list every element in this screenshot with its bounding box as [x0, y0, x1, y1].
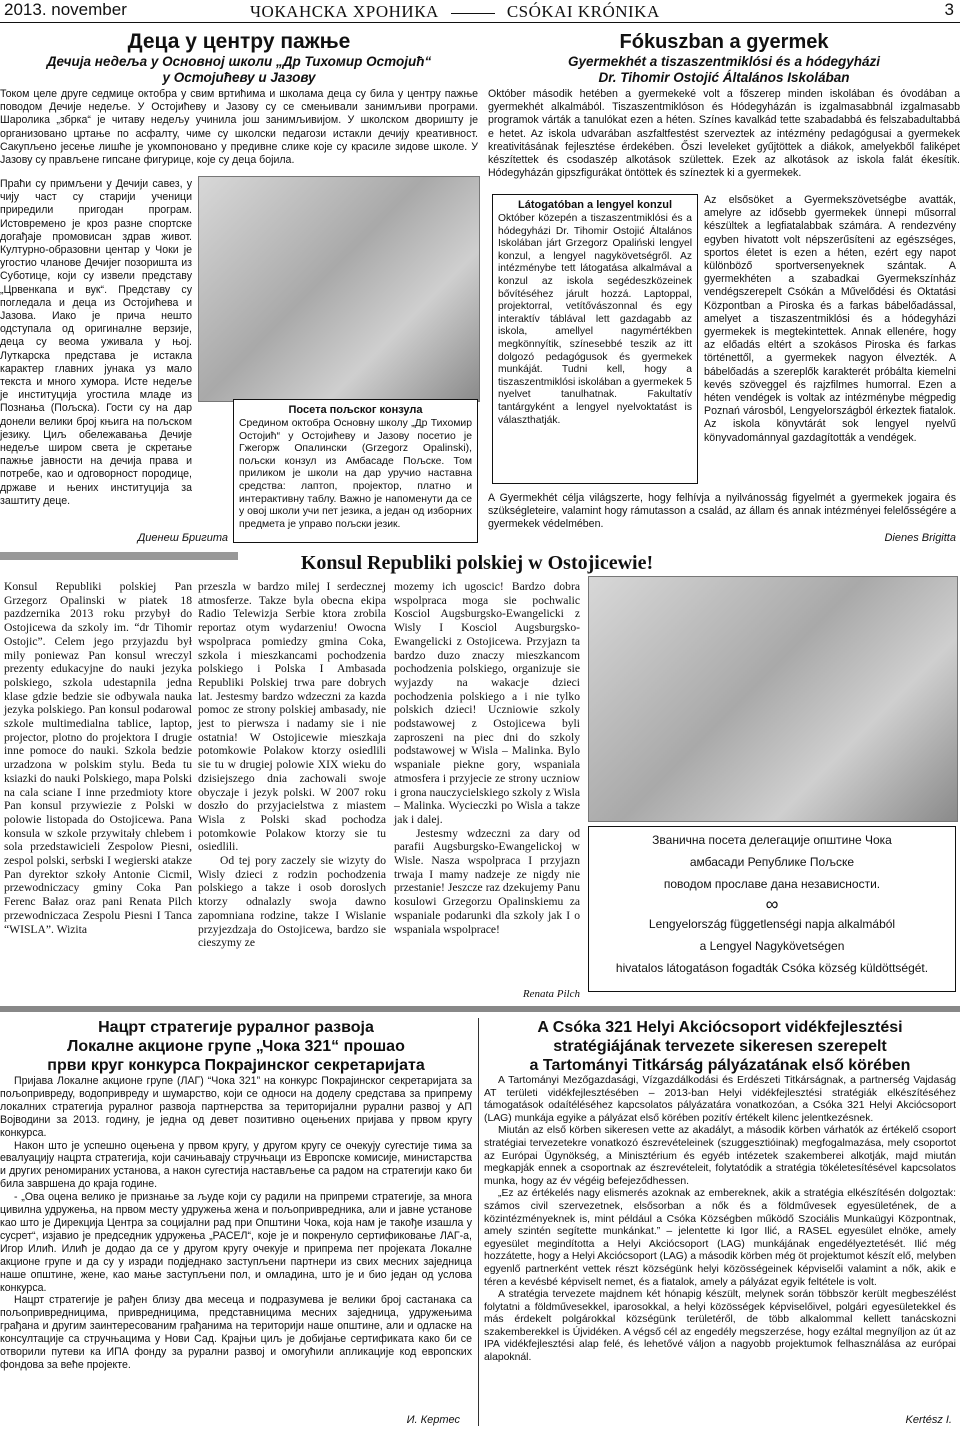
article-signature: Диенеш Бригита	[137, 532, 228, 544]
caption-line: hivatalos látogatáson fogadták Csóka község küldöttségét.	[615, 961, 929, 975]
article-conclusion: A Gyermekhét célja világszerte, hogy felhívja a nyilvánosság figyelmét a gyermekek jogaira és szükségleteire, valamint hogy rámutasson a család, az állam és annak intézményei felelősségére a gyermekek védelmében.	[488, 492, 956, 531]
article-subtitle: Gyermekhét a tiszaszentmiklósi és a hódegyházi	[567, 54, 881, 69]
polish-column-2	[198, 580, 386, 1000]
caption-line: амбасади Републике Пољске	[689, 855, 855, 869]
article-subtitle: Дечија недеља у Основној школи „Др Тихомир Остојић“	[46, 54, 432, 69]
article-body-column: Праћи су примљени у Дечији савез, у чију част су старији ученици приредили пригодан програм. Истовремено је кроз разне спортске догађаје промовисан здрав живот. Културно-образовни центар у Чоки је угостио чланове Дечијег позоришта из Суботице, који су извели представу „Црвенкапа и вук“. Представу су погледала и деца из Остојићева и Јазова. Иако је прича нешто одступала од оригиналне верзије, деца су веома уживала у њој. Луткарска представа је истакла карактер главних јунака уз мало текста и много хумора. Исте недеље је институција угостила младе из Познања (Пољска). Гости су на дар донели велики број књига на пољском језику. Циљ обележавања Дечије недеље широм света је скретање пажње јавности на дечија права и потребе, као и одговорност породице, државе и њених институција за заштиту деце.	[0, 178, 192, 507]
article-title: Локалне акционе групе „Чока 321“ прошао	[67, 1038, 405, 1055]
consul-visit-box-sr	[233, 399, 478, 543]
article-title: a Tartományi Titkárság pályázatának első körében	[529, 1057, 911, 1074]
article-paragraph: Нацрт стратегије је рађен близу два месеца и подразумева је велики број састанака са пољопривредницима, привредницима, представницима месних заједница, удружењима грађана и другим заинтересованим грађанима на територији наше општине, али и одласке на консултације са стручњацима у Нови Сад. Крајњи циљ је добијање сертификата како би се отворили путеви ка ИПА фонду за рурални развој и омогућили апликације код европских фондова за веће пројекте.	[0, 1294, 472, 1371]
children-week-photo	[198, 176, 480, 402]
ornament-icon: ∞	[765, 894, 779, 914]
article-signature: Renata Pilch	[522, 988, 580, 1000]
article-children-sr	[0, 30, 478, 167]
article-title: Нацрт стратегије руралног развоја	[98, 1019, 374, 1036]
title-serbian: ЧОКАНСКА ХРОНИКА	[250, 2, 439, 21]
box-body: Средином октобра Основну школу „Др Тихомир Остојић“ у Остојићеву и Јазову посетио је Гжегорж Опалински (Grzegorz Opalinski), пољски конзул из Амбасаде Пољске. Том приликом је школи на дар уручио наставна средства: лаптоп, пројектор, платно и интерактивну таблу. Важно је напоменути да се у овој школи учи пет језика, а један од изборних предмета је управо пољски језик.	[239, 418, 472, 530]
article-title: Деца у центру пажње	[127, 30, 351, 53]
article-paragraph: - „Ова оцена велико је признање за људе који су радили на припреми стратегије, за многа цивилна удружења, на првом месту удружења жена и пољопривредника, али и јавне установе као што је Дирекција Центра за социјални рад при Општини Чока, која нам је такође изашла у сусрет“, изјавио је председник удружења „РАСЕЛ“, које је и покренуло сертификовање ЛАГ-а, Игор Илић. Илић је додао да се у другом кругу очекује и припрема пет пројеката Локалне акционе групе и да су у изради подједнако заступљени партнери из свих месних заједница наше општине, жене, као мање заступљени пол, и омладина, што је и био један од услова конкурса.	[0, 1191, 472, 1294]
article-body-continued	[0, 400, 228, 530]
section-separator	[0, 1006, 960, 1012]
article-paragraph: Након што је успешно оцењена у првом кругу, у другом кругу се очекују сугестије тима за евалуацију нацрта стратегија, који сачињавају стручњаци из Европске комисије, министарства и других ренoмираних установа, а након сугестија настављење са радом на стратегији како би била завршена до краја године.	[0, 1139, 472, 1191]
article-body-column: Az elsősöket a Gyermekszövetségbe avatták, amelyre az idősebb gyermekek ünnepi műsorral készültek a legfiatalabbak számára. A rendezvény egyben hivatott volt népszerűsíteni az egészséges, sportos életet is ezen a héten, ezért egy napot különböző sportversenyeknek szántak. A gyermekhéten a szabadkai Gyermekszínház vendégszerepelt Csókán a Művelődési és Oktatási Központban a Piroska és a farkas bábelőadással, amelyet a tiszaszentmiklósi és a hódegyházi gyermekek is megtekintettek. Annak ellenére, hogy az előadás eltért a szokásos Piroska és farkas történettől, a gyermekek nagyon élvezték. A bábelőadás a szereplők karakterét próbálta kiemelni kevés szöveggel és rajzfilmes humorral. Ezen a héten vendégek is voltak az intézménybe mégpedig Poznań városból, Lengyelországból érkeztek fiatalok. Az iskola könyvtárát sok lengyel nyelvű könyvadománnyal gazdagították a vendégek.	[704, 194, 956, 444]
article-signature: Kertész I.	[905, 1414, 952, 1426]
article-paragraph: Miután az első körben sikeresen vette az akadályt, a második körben várhatók az értékelő csoport stratégiai tervezetekre vonatkozó észrevételeinek (szuggesztióinak) megfogalmazása, mely csoportot az Európai Ügynökség, a Minisztérium és egyéb intézetek szakemberei alkotják, majd miután megkapják ennek a csoportnak az észrevételeit, folytatódik a stratégia tökéletesítésével kapcsolatos munka, hogy az év végéig befejeződhessen.	[484, 1125, 956, 1187]
caption-line: Званична посета делегације општине Чока	[652, 833, 892, 847]
consul-visit-box-hu	[492, 194, 698, 484]
article-subtitle: Dr. Tihomir Ostojić Általános Iskolában	[598, 70, 850, 85]
column-text: przeszla w bardzo milej I serdecznej atmosferze. Takze byla obecna ekipa Radio Telewizja Serbie ktora zrobila reportaz otym wydarzeniu! Owocna wspolpraca pomiedzy gmina Coka, szkola i mieszkancami pochodzenia polskiego i Polska I Ambasada Republiki Polskiej trwa pare dobrych lat. Jestesmy bardzo wdzeczni za kazda pomoc ze strony polskiej ambasady, nie jest to pierwsza i nadamy sie i nie ostatnia! W Ostojicewie mieszkaja potomkowie Polakow ktorzy osiedlili sie tu w drugiej polowie XIX wieku do dzisiejszego dnia zachowali swoje obyczaje i jezyk polski. W 2007 roku doszło do przyjacielstwa z miastem Wisla z Polski skad pochodza potomkowie Polakow ktorzy sie tu osiedlili.	[198, 580, 386, 854]
article-children-hu	[488, 30, 960, 180]
article-signature: И. Кертес	[406, 1414, 460, 1426]
article-body: Током целе друге седмице октобра у свим вртићима и школама деца су била у центру пажње поводом Дечије недеље. У Остојићеву и Јазову су се смењивали занимљиви програми. Шаролика „збрка“ је читаву недељу учинила још занимљивијом. У школском дворишту је организовано цртање по асфалту, чиме су школски педагози истакли дечију креативност. Сакупљено јесење лишће је укомпоновано у предивне слике које су красиле зидове школе. У Јазову су прављене гипсане фигурице, које су деца бојила.	[0, 88, 478, 167]
title-hungarian: CSÓKAI KRÓNIKA	[506, 2, 660, 21]
caption-line: поводом прославе дана независности.	[663, 877, 881, 891]
page-number: 3	[944, 0, 954, 19]
box-body: Október közepén a tiszaszentmiklósi és a hódegyházi Dr. Tihomir Ostojić Általános Iskolában járt Grzegorz Opaliński lengyel konzul, a lengyel nagykövetségről. Az intézménybe tett látogatása alkalmával a konzul az iskola segédeszközeinek bővítéséhez járult hozzá. Laptoppal, projektorral, vetítővászonnal és egy interaktív táblával lett gazdagabb az iskola, amellyel nagymértékben megkönnyítik, színesebbé teszik az itt dolgozó pedagógusok és gyermekek munkáját. Tudni kell, hogy a tiszaszentmiklósi iskolában a gyermekek 5 nyelvet tanulhatnak. Fakultatív tantárgyként a lengyel nyelvoktatást is választhatják.	[498, 213, 693, 426]
header-rule	[0, 22, 960, 23]
article-paragraph: A stratégia tervezete majdnem két hónapig készült, melynek során többször került megbeszélést folytatni a földművesekkel, iparosokkal, a helyi közösségek képviselőivel, polgári egyesületekkel és más érdekelt polgárokkal községünk területéről, de több alkalommal kellett tanácskozni szakemberekkel is Újvidéken. A végső cél az engedély megszerzése, hogy ezáltal megnyíljon az út az IPA vidékfejlesztési alap felé, és lehetővé váljon a nagyobb projektumok felhasználása az európai alapoknál.	[484, 1289, 956, 1364]
box-title: Посета пољског конзула	[288, 404, 423, 416]
article-title: Konsul Republiki polskiej w Ostojicewie!	[238, 552, 716, 574]
article-title: Fókuszban a gyermek	[619, 31, 829, 53]
column-text: Od tej pory zaczely sie wizyty do Wisly dzieci z rodzin pochodzenia polskiego a takze i osob doroslych ktorzy odnalazly swoja dawno zapomniana rodzine, takze I Wislanie przyjezdzaja do Ostojicewa, bardzo sie cieszymy ze	[198, 854, 386, 950]
article-signature: Dienes Brigitta	[884, 532, 956, 544]
article-paragraph: Пријава Локалне акционе групе (ЛАГ) “Чока 321” на конкурс Покрајинског секретаријата за пољопривреду, водопривреду и шумарство, који се односи на доделу средстава за припрему локалних стратегија руралног развоја партнерства за територијални рурални развој у АП Војводини за 2013. годину, је једна од девет позитивно оцењених пријава у првом кругу конкурса.	[0, 1075, 472, 1139]
newspaper-title	[250, 2, 660, 22]
polish-column-3	[394, 580, 580, 990]
caption-line: a Lengyel Nagykövetségen	[699, 939, 845, 953]
delegation-photo	[588, 576, 958, 822]
article-body: Október második hetében a gyermekeké volt a főszerep minden iskolában és óvodában a gyermekhét alkalmából. Tiszaszentmiklóson és Hódegyházán is izgalmasabbnál izgalmasabb programok várták a tanulókat ezen a héten. Színes kavalkád tette szabadabbá és felszabadultabbá e hetet. Az iskola udvarában aszfaltfestést szerveztek az intézmény pedagógusai a gyermekek kreativitásának fejlesztése érdekében. Őszi leveleket gyűjtöttek a diákok, amelyekből faliképet készítettek és csodaszép alkotások születtek. Ezek az alkotások az iskola falát ékesítik. Hódegyházán gipszfigurákat öntöttek és színeztek ki a gyermekek.	[488, 88, 960, 180]
article-rural-hu	[484, 1018, 956, 1365]
article-title: A Csóka 321 Helyi Akciócsoport vidékfejlesztési	[537, 1019, 903, 1036]
column-text: mozemy ich ugoscic! Bardzo dobra wspolpraca moga sie pochwalic Kosciol Augsburgsko-Ewangelicki z Wisly I Kosciol Augsburgsko-Ewangelicki z Ostojicewa. Przyjazn ta bardzo duzo znaczy mieszkancom pochodzenia polskiego, organizuje sie wyjazdy na wakacje dzieci pochodzenia polskiego a i nie tylko polskich dzieci! Uczniowie szkoly podstawowej z Ostojicewa byli zaproszeni na piec dni do szkoly podstawowej w Wisla – Malinka. Bylo wspaniale piekne gory, wspaniala atmosfera i przyjecie ze strony uczniow i grona nauczycielskiego szkoly z Wisla – Malinka. Wycieczki po Wisla a takze jak i dalej.	[394, 580, 580, 826]
box-title: Látogatóban a lengyel konzul	[517, 199, 673, 211]
delegation-photo-caption	[588, 826, 956, 992]
article-title: stratégiájának tervezete sikeresen szerepelt	[553, 1038, 887, 1055]
caption-line: Lengyelország függetlenségi napja alkalmából	[648, 917, 896, 931]
article-rural-sr	[0, 1018, 472, 1372]
issue-date: 2013. november	[4, 0, 127, 19]
polish-column-1: Konsul Republiki polskiej Pan Grzegorz Opalinski w piatek 18 pazdzernika 2013 roku przybył do Ostojicewa da szkoly im. “dr Tihomir Ostojic”. Celem jego przyjazdu był mily poniewaz Pan konsul wreczyl prezenty edukacyjne do nauki jezyka polskiego, szkola udestapnila jedna klase gdzie bedzie sie odbywala nauka jezyka polskiego. Pan konsul podarowal szkole multimedialna tablice, laptop, projector, plotno do projektora I drugie inne pomoce do nauki. Szkola bedzie urzadzona w polskim stylu. Beda tu ksiazki do nauki Polskiego, mapa Polski na cala sciane I inne przedmioty ktore Pan konsul przywiezie z Polski w polowie listopada do Ostojicewa. Pana konsula w szkole przywitały chlebem i sola przedstawicieli Zespolow Piesni, zespol polski, serbski I wegierski atakze Pan dyrektor szkoły Antonie Cicmil, przewodniczacy gminy Coka Pan Ferenc Bałaz oraz pani Renata Pilch przewodniczaca Zespolu Piesni I Tanca “WISLA”. Wizita	[4, 580, 192, 936]
polish-article-header	[0, 552, 960, 574]
column-divider	[478, 1018, 479, 1426]
title-separator	[451, 13, 495, 14]
article-title: први круг конкурса Покрајинског секретаријата	[47, 1057, 425, 1074]
article-paragraph: A Tartományi Mezőgazdasági, Vízgazdálkodási és Erdészeti Titkárságnak, a partnerség Vajdaság AT területi vidékfejlesztésében – 2013-ban Helyi vidékfejlesztési stratégiák elkészítéséhez támogatások odaítéléséhez kapcsolatos pályázatára vonatkozóan, a Csóka 321 Helyi Akciócsoport (LAG) munkája egyike a pályázat első körében pozitív értékelt kilenc jelentkezésnek.	[484, 1075, 956, 1124]
article-subtitle: у Остојићеву и Јазову	[162, 70, 316, 85]
article-paragraph: „Ez az értékelés nagy elismerés azoknak az embereknek, akik a stratégia elkészítésén dolgoztak: számos civil szervezetnek, elsősorban a nők és a földművesek egyesületének, de a közintézményeknek is, mint például a Csóka Községben működő Szociális Munkaügyi Központnak, amely szintén segítette munkánkat.” – jelentette ki Igor Ilić, a RASEL egyesület elnöke, amely egyesület megindította a Helyi Akciócsoport (LAG) munkájának engedélyeztetését. Ilić még hozzátette, hogy a Helyi Akciócsoport (LAG) a második körben még öt projektumot készít elő, melyben egyenlő partnerként vettek részt községünk helyi közösségeinek képviselői valamint a nők, akik e téren a kevésbé képviselt nemet, és a fiatalok, amely a pályázat egyik feltétele is volt.	[484, 1188, 956, 1288]
column-text: Jestesmy wdzeczni za dary od parafii Augsburgsko-Ewangelickoj w Wisle. Nasza wspolpraca I przyjazn trwaja I mamy nadzeje ze nigdy nie przestanie! Jeszcze raz dzekujemy Panu kosulowi Grzegorzu Opalinskiemu za wspaniale podarunki dla szkoly jak I o wspaniala wspolprace!	[394, 826, 580, 936]
